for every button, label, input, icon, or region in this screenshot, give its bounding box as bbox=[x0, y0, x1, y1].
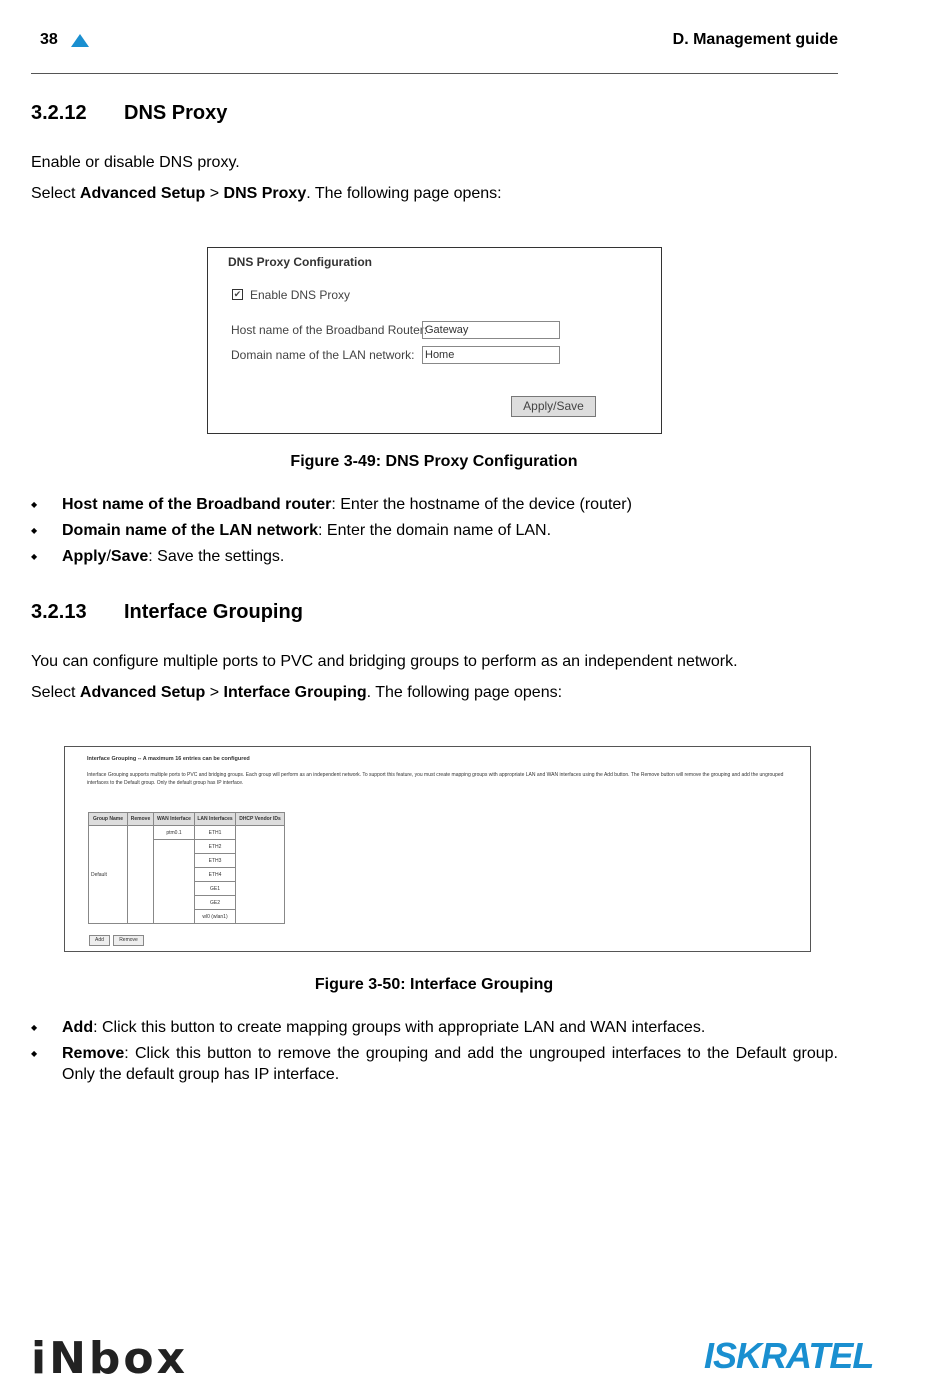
list-item: ◆ Apply/Save: Save the settings. bbox=[31, 546, 838, 567]
wan-interface-cell bbox=[154, 840, 195, 924]
guide-title: D. Management guide bbox=[672, 31, 838, 48]
apply-save-button[interactable]: Apply/Save bbox=[511, 396, 596, 417]
header-divider bbox=[31, 73, 838, 74]
section2-select: Select Advanced Setup > Interface Grouping. The following page opens: bbox=[31, 684, 563, 701]
host-name-input[interactable]: Gateway bbox=[422, 321, 560, 339]
list-item: ◆ Add: Click this button to create mapping groups with appropriate LAN and WAN interfaces. bbox=[31, 1017, 838, 1038]
domain-name-input[interactable]: Home bbox=[422, 346, 560, 364]
column-header: WAN Interface bbox=[154, 813, 195, 826]
host-name-label: Host name of the Broadband Router: bbox=[231, 323, 428, 337]
column-header: LAN Interfaces bbox=[195, 813, 236, 826]
lan-interface-cell: GE1 bbox=[195, 882, 236, 896]
section-heading-dns-proxy: 3.2.12 DNS Proxy bbox=[31, 102, 228, 124]
interface-grouping-screenshot bbox=[64, 746, 811, 952]
lan-interface-cell: ETH2 bbox=[195, 840, 236, 854]
enable-dns-label: Enable DNS Proxy bbox=[250, 288, 351, 302]
column-header: Remove bbox=[128, 813, 154, 826]
section-heading-interface-grouping: 3.2.13 Interface Grouping bbox=[31, 601, 303, 623]
dns-proxy-screenshot bbox=[207, 247, 662, 434]
list-item: ◆ Domain name of the LAN network: Enter the domain name of LAN. bbox=[31, 520, 838, 541]
lan-interface-cell: ETH1 bbox=[195, 826, 236, 840]
ig-title: Interface Grouping -- A maximum 16 entries can be configured bbox=[87, 756, 250, 762]
page-number: 38 bbox=[40, 31, 58, 48]
figure2-caption: Figure 3-50: Interface Grouping bbox=[314, 976, 554, 993]
figure1-caption: Figure 3-49: DNS Proxy Configuration bbox=[290, 453, 578, 470]
dhcp-vendor-cell bbox=[236, 826, 285, 924]
enable-dns-checkbox[interactable]: ✔ bbox=[233, 289, 242, 299]
list-item: ◆ Remove: Click this button to remove the grouping and add the ungrouped interfaces to the Default group. Only the default group has IP interface. bbox=[31, 1043, 838, 1085]
section2-intro: You can configure multiple ports to PVC and bridging groups to perform as an independent network. bbox=[31, 653, 738, 670]
lan-interface-cell: ETH4 bbox=[195, 868, 236, 882]
group-name-cell: Default bbox=[89, 826, 128, 924]
grouping-table bbox=[88, 812, 285, 924]
column-header: Group Name bbox=[89, 813, 128, 826]
remove-cell bbox=[128, 826, 154, 924]
inbox-logo: iNbox bbox=[31, 1333, 189, 1384]
remove-button[interactable]: Remove bbox=[113, 935, 144, 946]
wan-interface-cell: ptm0.1 bbox=[154, 826, 195, 840]
lan-interface-cell: GE2 bbox=[195, 896, 236, 910]
lan-interface-cell: wl0 (wlan1) bbox=[195, 910, 236, 924]
triangle-icon bbox=[71, 34, 89, 47]
column-header: DHCP Vendor IDs bbox=[236, 813, 285, 826]
section1-select: Select Advanced Setup > DNS Proxy. The following page opens: bbox=[31, 185, 502, 202]
domain-name-label: Domain name of the LAN network: bbox=[231, 348, 415, 362]
add-button[interactable]: Add bbox=[89, 935, 110, 946]
ig-description: Interface Grouping supports multiple ports to PVC and bridging groups. Each group will perform as an independent network. To support this feature, you must create mapping groups with appropriate LAN and WAN interfaces using the Add button. The Remove button will remove the grouping and add the ungrouped interfaces to the Default group. Only the default group has IP interface. bbox=[87, 772, 784, 786]
dns-config-title: DNS Proxy Configuration bbox=[228, 255, 373, 269]
list-item: ◆ Host name of the Broadband router: Enter the hostname of the device (router) bbox=[31, 494, 838, 515]
section1-intro: Enable or disable DNS proxy. bbox=[31, 154, 240, 171]
iskratel-logo: ISKRATEL bbox=[704, 1335, 874, 1376]
bullet-list-1 bbox=[31, 494, 838, 572]
bullet-list-2 bbox=[31, 1017, 838, 1090]
lan-interface-cell: ETH3 bbox=[195, 854, 236, 868]
